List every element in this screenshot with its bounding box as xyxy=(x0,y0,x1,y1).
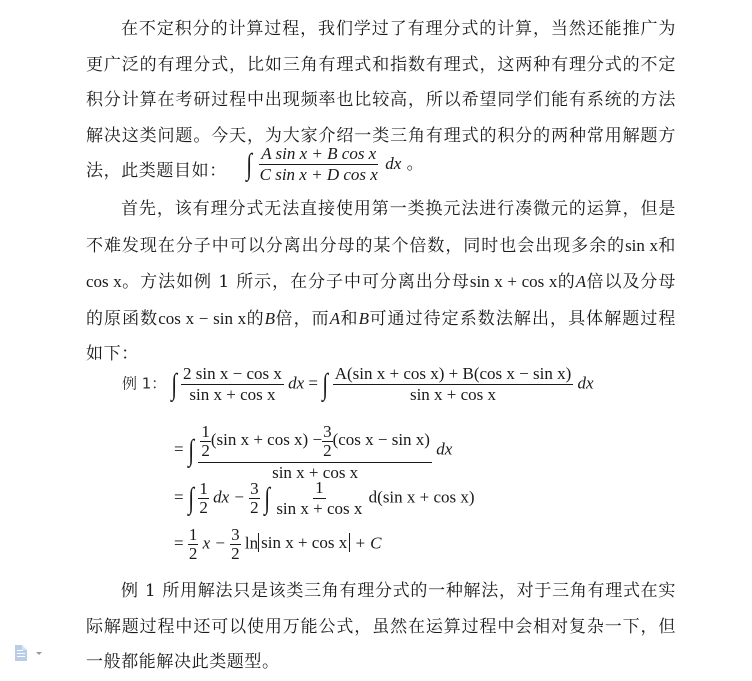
dropdown-arrow-icon[interactable] xyxy=(36,652,42,655)
example-line-2: = ∫ $\frac{1}{2}$ (sin x + cos x) − $\frac{3}{2}$ (cos x − sin x) sin x + cos x dx xyxy=(174,418,452,483)
integral-sign: ∫ xyxy=(246,147,252,181)
paragraph-intro: 在不定积分的计算过程，我们学过了有理分式的计算，当然还能推广为更广泛的有理分式，比如三角有理式和指数有理式，这两种有理分式的不定积分计算在考研过程中出现频率也比较高，所以希望同学们能有系统的方法解决这类问题。今天，为大家介绍一类三角有理式的积分的两种常用解题方法，此类题目如： xyxy=(86,19,676,181)
intro-formula: ∫ $\frac{\text{A sin x + B cos x}}{\text{C sin x + D cos x}}$ dx 。 xyxy=(246,144,424,184)
paragraph-conclusion: 例 1 所用解法只是该类三角有理分式的一种解法，对于三角有理式在实际解题过程中还可以使用万能公式，虽然在运算过程中会相对复杂一下，但一般都能解决此类题型。 xyxy=(86,581,676,672)
paragraph-method: 首先，该有理分式无法直接使用第一类换元法进行凑微元的运算，但是不难发现在分子中可以分离出分母的某个倍数，同时也会出现多余的sin x和cos x。方法如例 1 所示，在分子中可分离出分母sin x + cos x的A倍以及分母的原函数cos x − sin x的B倍，而A和B可通过待定系数法解出，具体解题过程如下： xyxy=(86,199,676,364)
example-line-3: = ∫ $\frac{1}{2}$ dx − $\frac{3}{2}$ ∫ $\frac{1}{\text{sin x + cos x}}$ d(sin x + cos x) xyxy=(174,478,475,518)
example-line-4: = $\frac{1}{2}$ x − $\frac{3}{2}$ ln sin x + cos x + C xyxy=(174,525,382,563)
document-icon[interactable] xyxy=(15,645,27,661)
example-line-1: 例 1： ∫ $\frac{\text{2 sin x − cos x}}{\text{sin x + cos x}}$ dx = ∫ $\frac{\text{A(sin x + cos x) + B(cos x − sin x)}}{\text{sin x + cos x}}$ dx xyxy=(122,364,594,404)
